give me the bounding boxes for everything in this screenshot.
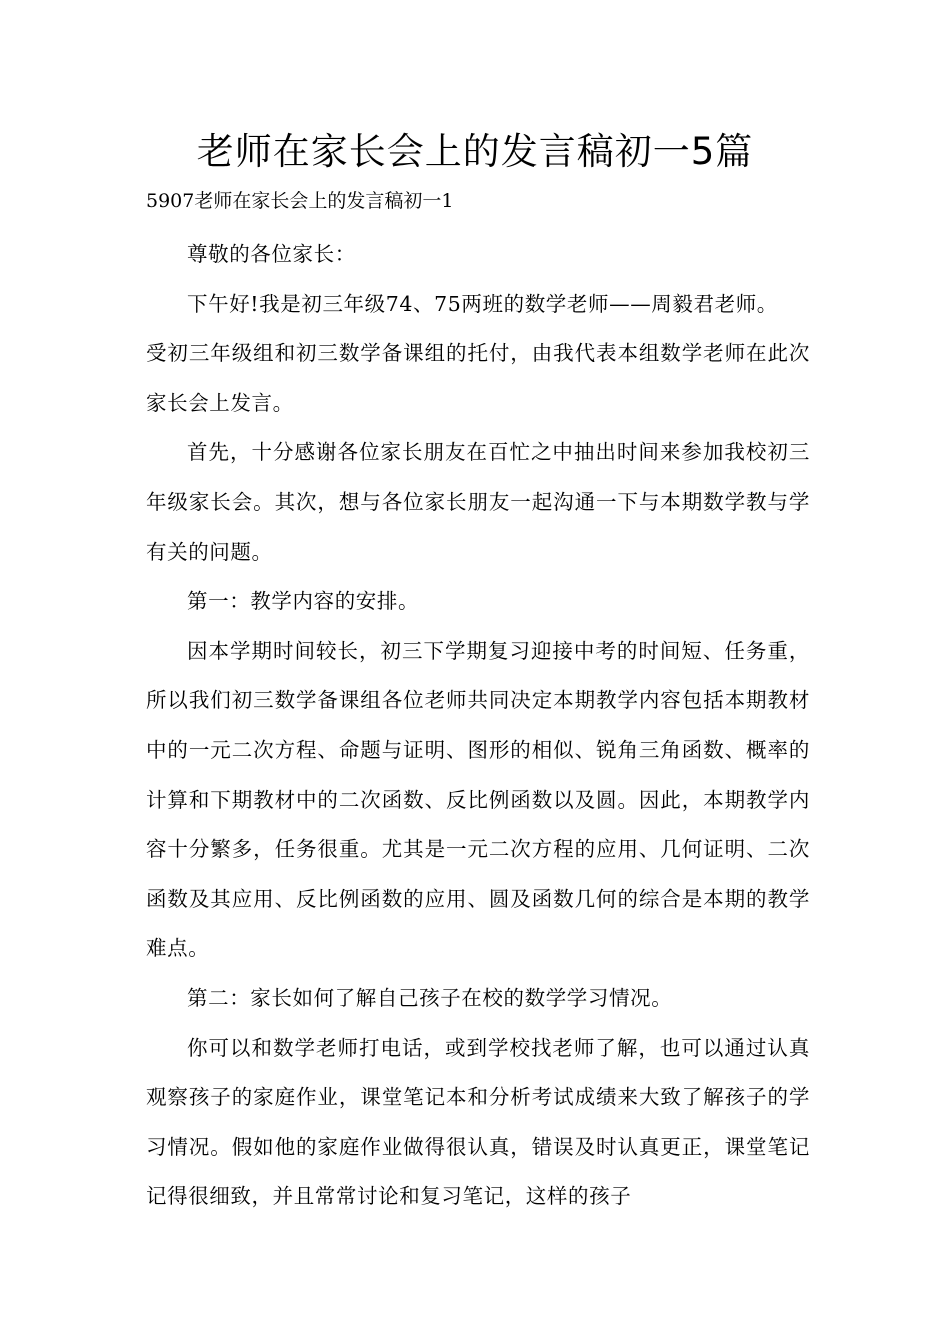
document-subtitle: 5907老师在家长会上的发言稿初一1 — [146, 190, 454, 212]
document-body — [146, 230, 810, 1222]
paragraph-heading-1: 第一：教学内容的安排。 — [187, 589, 420, 614]
paragraph-understanding: 你可以和数学老师打电话，或到学校找老师了解，也可以通过认真观察孩子的家庭作业，课堂笔记本和分析考试成绩来大致了解孩子的学习情况。假如他的家庭作业做得很认真，错误及时认真更正，课堂笔记记得很细致，并且常常讨论和复习笔记，这样的孩子 — [146, 1035, 810, 1209]
paragraph-content-arrangement: 因本学期时间较长，初三下学期复习迎接中考的时间短、任务重，所以我们初三数学备课组各位老师共同决定本期教学内容包括本期教材中的一元二次方程、命题与证明、图形的相似、锐角三角函数、概率的计算和下期教材中的二次函数、反比例函数以及圆。因此，本期教学内容十分繁多，任务很重。尤其是一元二次方程的应用、几何证明、二次函数及其应用、反比例函数的应用、圆及函数几何的综合是本期的教学难点。 — [146, 638, 810, 961]
paragraph-thanks: 首先，十分感谢各位家长朋友在百忙之中抽出时间来参加我校初三年级家长会。其次，想与各位家长朋友一起沟通一下与本期数学教与学有关的问题。 — [146, 440, 810, 564]
paragraph-intro-line: 下午好!我是初三年级74、75两班的数学老师——周毅君老师。 — [187, 291, 778, 316]
paragraph-heading-2: 第二：家长如何了解自己孩子在校的数学学习情况。 — [187, 985, 673, 1010]
paragraph-greeting: 尊敬的各位家长： — [187, 242, 356, 266]
paragraph-intro-continued: 受初三年级组和初三数学备课组的托付，由我代表本组数学老师在此次家长会上发言。 — [146, 341, 810, 415]
document-title: 老师在家长会上的发言稿初一5篇 — [196, 130, 754, 173]
